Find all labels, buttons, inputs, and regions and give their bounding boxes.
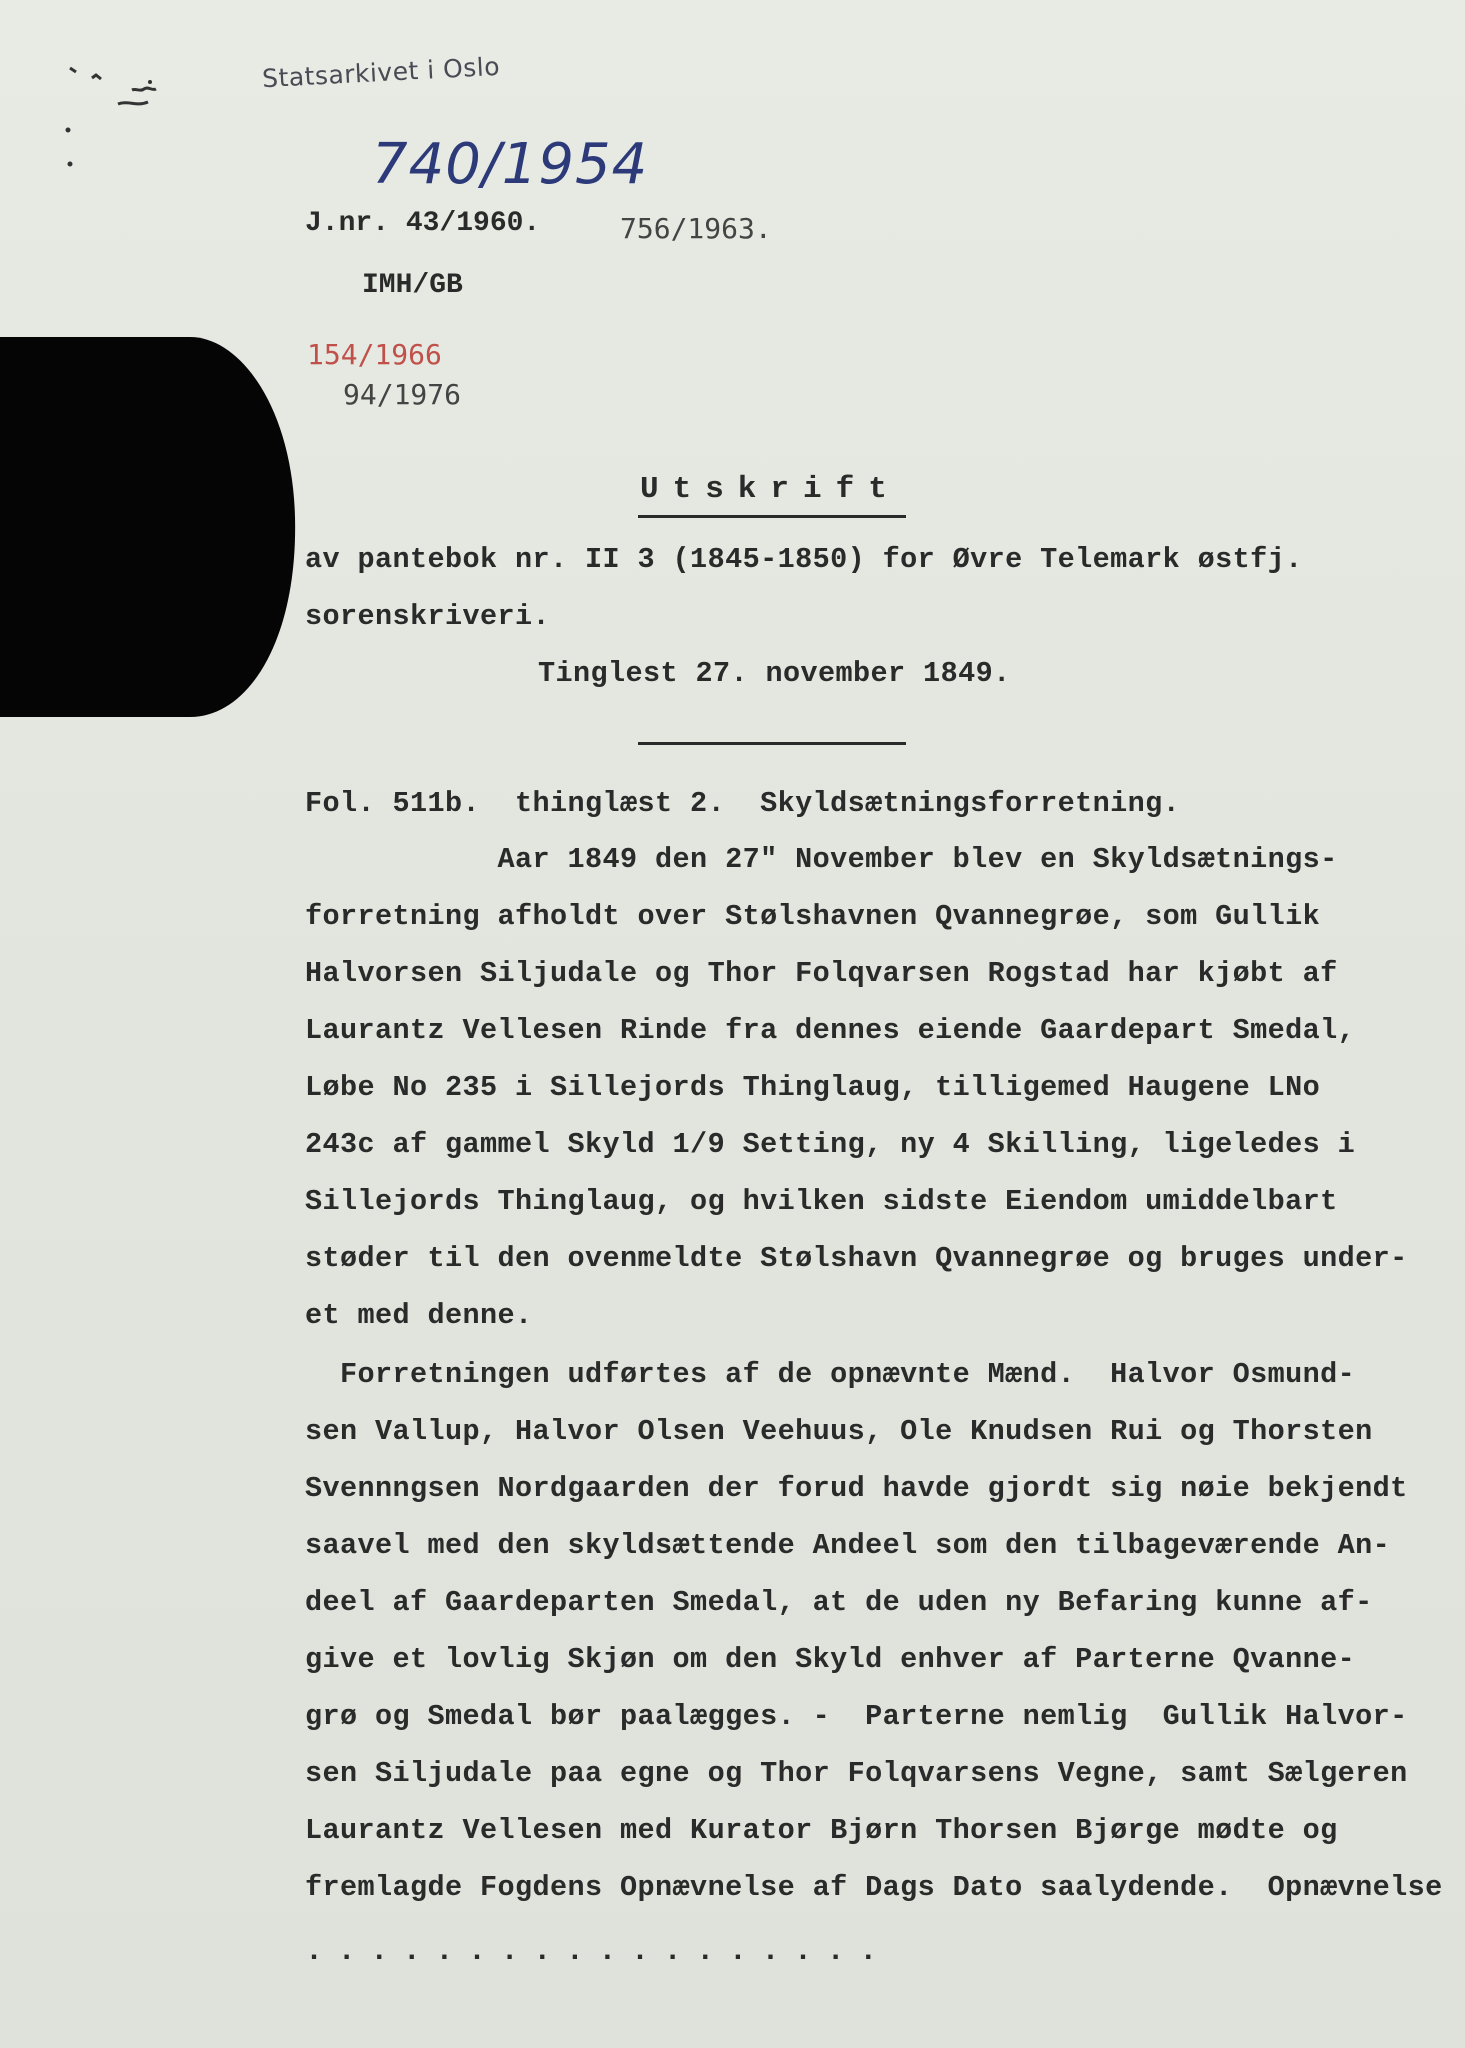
body-line: Forretningen udførtes af de opnævnte Mænd. Halvor Osmund- <box>305 1358 1356 1391</box>
body-line: Svennngsen Nordgaarden der forud havde gjordt sig nøie bekjendt <box>305 1472 1408 1505</box>
archive-stamp: Statsarkivet i Oslo <box>261 51 501 94</box>
body-line: Sillejords Thinglaug, og hvilken sidste Eiendom umiddelbart <box>305 1185 1338 1218</box>
registration-date: Tinglest 27. november 1849. <box>538 657 1011 690</box>
title-underline <box>638 515 906 518</box>
subtitle-line-1: av pantebok nr. II 3 (1845-1850) for Øvre Telemark østfj. <box>305 543 1303 576</box>
pencil-reference-1: 756/1963. <box>620 212 772 245</box>
body-line: fremlagde Fogdens Opnævnelse af Dags Dato saalydende. Opnævnelse <box>305 1871 1443 1904</box>
initials: IMH/GB <box>362 270 463 301</box>
body-line: støder til den ovenmeldte Stølshavn Qvannegrøe og bruges under- <box>305 1242 1408 1275</box>
body-line: Halvorsen Siljudale og Thor Folqvarsen Rogstad har kjøbt af <box>305 957 1338 990</box>
body-line: sen Siljudale paa egne og Thor Folqvarsens Vegne, samt Sælgeren <box>305 1757 1408 1790</box>
punch-hole-shadow <box>0 337 300 717</box>
corner-marks <box>62 60 172 180</box>
trailing-dots: .................. <box>305 1935 892 1969</box>
pencil-reference-2: 94/1976 <box>343 378 462 411</box>
body-line: Fol. 511b. thinglæst 2. Skyldsætningsforretning. <box>305 787 1181 820</box>
section-divider <box>638 742 906 745</box>
body-line: 243c af gammel Skyld 1/9 Setting, ny 4 Skilling, ligeledes i <box>305 1128 1356 1161</box>
body-line: Aar 1849 den 27" November blev en Skyldsætnings- <box>305 843 1338 876</box>
body-line: forretning afholdt over Stølshavnen Qvannegrøe, som Gullik <box>305 900 1321 933</box>
handwritten-number: 740/1954 <box>372 132 649 197</box>
body-line: grø og Smedal bør paalægges. - Parterne nemlig Gullik Halvor- <box>305 1700 1408 1733</box>
body-line: Laurantz Vellesen Rinde fra dennes eiende Gaardepart Smedal, <box>305 1014 1356 1047</box>
subtitle-line-2: sorenskriveri. <box>305 600 551 633</box>
body-line: sen Vallup, Halvor Olsen Veehuus, Ole Knudsen Rui og Thorsten <box>305 1415 1373 1448</box>
body-line: give et lovlig Skjøn om den Skyld enhver af Parterne Qvanne- <box>305 1643 1356 1676</box>
document-title: Utskrift <box>640 472 901 507</box>
body-line: Laurantz Vellesen med Kurator Bjørn Thorsen Bjørge mødte og <box>305 1814 1338 1847</box>
body-line: et med denne. <box>305 1299 533 1332</box>
body-line: deel af Gaardeparten Smedal, at de uden ny Befaring kunne af- <box>305 1586 1373 1619</box>
body-line: Løbe No 235 i Sillejords Thinglaug, tilligemed Haugene LNo <box>305 1071 1321 1104</box>
journal-number: J.nr. 43/1960. <box>305 208 541 239</box>
red-reference: 154/1966 <box>307 338 442 371</box>
body-line: saavel med den skyldsættende Andeel som den tilbageværende An- <box>305 1529 1391 1562</box>
